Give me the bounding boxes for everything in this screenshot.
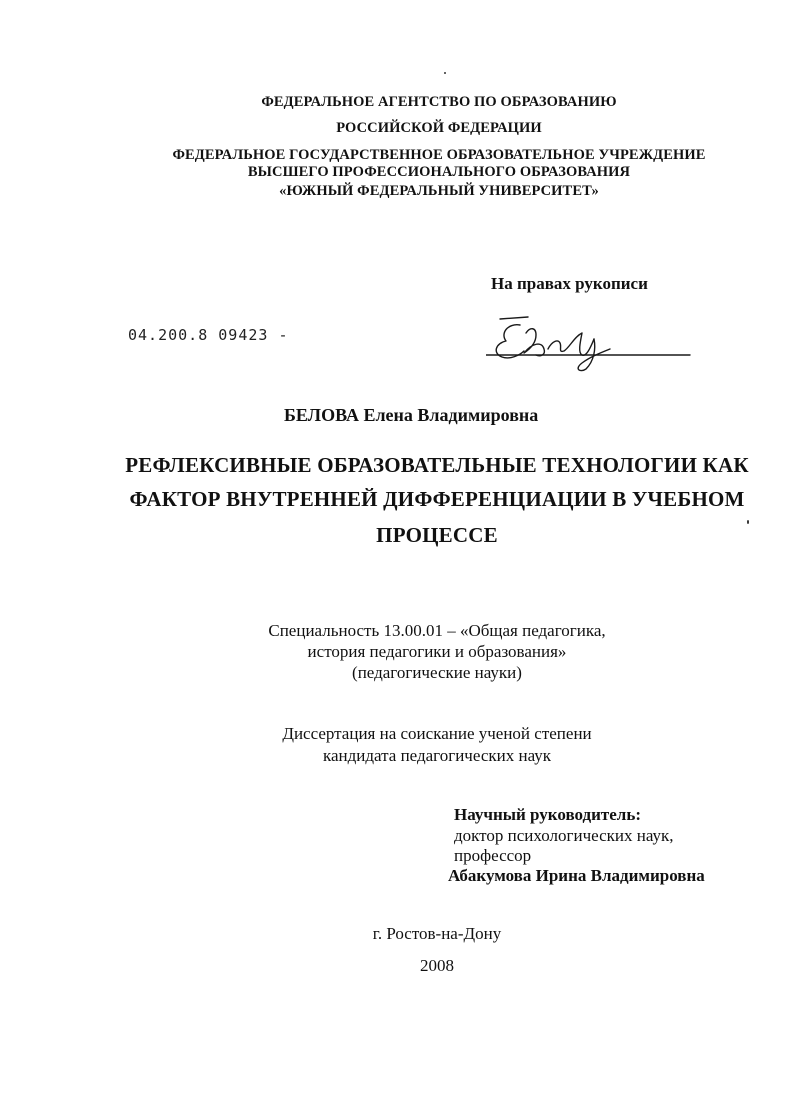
supervisor-rank: профессор: [454, 846, 532, 865]
scan-speck: [444, 72, 446, 74]
specialty-line-1: Специальность 13.00.01 – «Общая педагогика,: [268, 621, 606, 640]
specialty-line-3: (педагогические науки): [352, 663, 522, 682]
specialty-line-2: история педагогики и образования»: [307, 642, 567, 661]
title-line-1: РЕФЛЕКСИВНЫЕ ОБРАЗОВАТЕЛЬНЫЕ ТЕХНОЛОГИИ КАК: [125, 453, 749, 477]
supervisor-degree: доктор психологических наук,: [454, 826, 674, 845]
dissertation-line-1: Диссертация на соискание ученой степени: [282, 724, 592, 743]
city: г. Ростов-на-Дону: [372, 924, 502, 943]
supervisor-heading: Научный руководитель:: [454, 805, 641, 824]
year: 2008: [420, 956, 454, 975]
author-name: БЕЛОВА Елена Владимировна: [284, 405, 539, 425]
header-line-institution: ФЕДЕРАЛЬНОЕ ГОСУДАРСТВЕННОЕ ОБРАЗОВАТЕЛЬНОЕ УЧРЕЖДЕНИЕ: [172, 147, 706, 163]
supervisor-name: Абакумова Ирина Владимировна: [448, 866, 705, 885]
manuscript-note: На правах рукописи: [491, 274, 648, 293]
dissertation-line-2: кандидата педагогических наук: [322, 746, 552, 765]
header-line-agency: ФЕДЕРАЛЬНОЕ АГЕНТСТВО ПО ОБРАЗОВАНИЮ: [261, 94, 617, 110]
title-line-3: ПРОЦЕССЕ: [376, 523, 498, 547]
header-line-university: «ЮЖНЫЙ ФЕДЕРАЛЬНЫЙ УНИВЕРСИТЕТ»: [279, 183, 599, 199]
title-line-2: ФАКТОР ВНУТРЕННЕЙ ДИФФЕРЕНЦИАЦИИ В УЧЕБНОМ: [129, 487, 745, 511]
header-line-federation: РОССИЙСКОЙ ФЕДЕРАЦИИ: [336, 120, 542, 136]
signature: [486, 313, 696, 375]
stamp-number: 04.200.8 09423 -: [128, 326, 289, 344]
header-line-education: ВЫСШЕГО ПРОФЕССИОНАЛЬНОГО ОБРАЗОВАНИЯ: [247, 164, 631, 180]
